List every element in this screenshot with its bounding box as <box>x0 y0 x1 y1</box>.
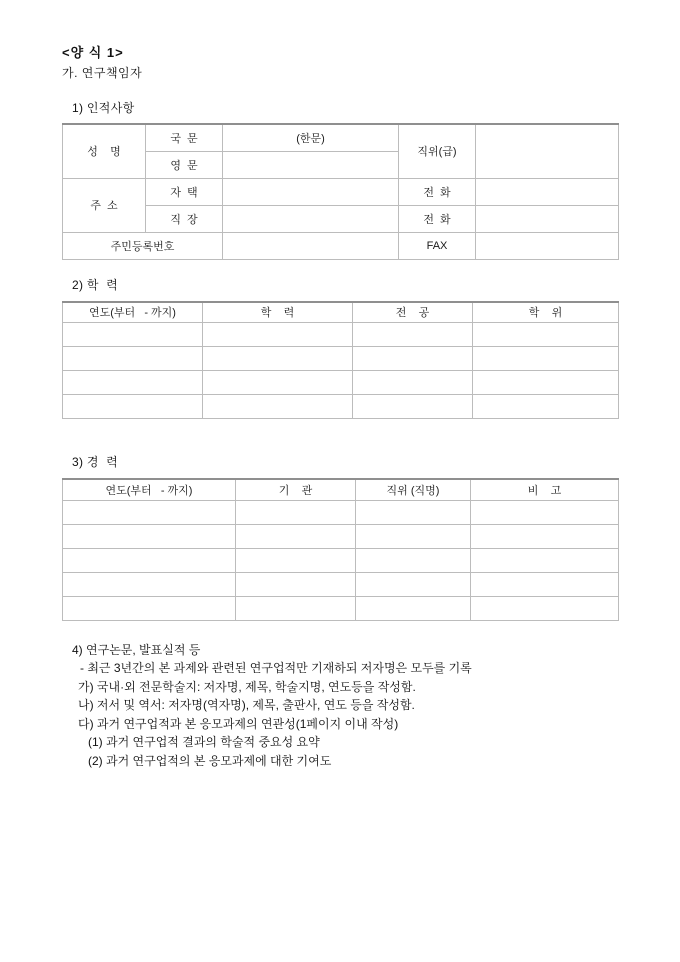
work-phone-label-cell: 전 화 <box>399 205 476 232</box>
empty-cell <box>356 548 471 572</box>
section-title: 가. 연구책임자 <box>62 66 143 80</box>
empty-cell <box>63 347 203 371</box>
table-row <box>63 371 619 395</box>
home-label-cell: 자 택 <box>146 178 223 205</box>
position-value-cell <box>476 124 619 178</box>
career-heading: 3) 경 력 <box>72 455 118 469</box>
table-header-row <box>63 302 619 323</box>
note-line: - 최근 3년간의 본 과제와 관련된 연구업적만 기재하되 저자명은 모두를 기록 <box>80 661 472 675</box>
table-row <box>63 124 619 151</box>
empty-cell <box>203 347 353 371</box>
empty-cell <box>236 500 356 524</box>
empty-cell <box>63 596 236 620</box>
empty-cell <box>236 524 356 548</box>
home-address-value-cell <box>223 178 399 205</box>
note-line: 나) 저서 및 역서: 저자명(역자명), 제목, 출판사, 연도 등을 작성함. <box>78 698 415 712</box>
form-tag: <양 식 1> <box>62 45 124 60</box>
education-heading: 2) 학 력 <box>72 277 118 292</box>
empty-cell <box>353 395 473 419</box>
empty-cell <box>471 596 619 620</box>
note-line: 가) 국내·외 전문학술지: 저자명, 제목, 학술지명, 연도등을 작성함. <box>78 679 416 694</box>
empty-cell <box>63 500 236 524</box>
korean-name-label-cell: 국 문 <box>146 124 223 151</box>
table-row <box>63 524 619 548</box>
table-row <box>63 395 619 419</box>
work-address-value-cell <box>223 205 399 232</box>
note-line: (1) 과거 연구업적 결과의 학술적 중요성 요약 <box>88 735 320 749</box>
career-table <box>62 478 619 621</box>
empty-cell <box>353 371 473 395</box>
empty-cell <box>63 524 236 548</box>
fax-label-cell: FAX <box>399 232 476 259</box>
table-row <box>63 596 619 620</box>
col-header-degree: 학 위 <box>473 302 619 323</box>
empty-cell <box>353 323 473 347</box>
table-row <box>63 323 619 347</box>
address-label-cell: 주 소 <box>63 178 146 232</box>
empty-cell <box>473 323 619 347</box>
empty-cell <box>236 548 356 572</box>
notes-heading: 4) 연구논문, 발표실적 등 <box>72 642 201 657</box>
col-header-position: 직위 (직명) <box>356 479 471 500</box>
work-label-cell: 직 장 <box>146 205 223 232</box>
personal-heading: 1) 인적사항 <box>72 101 135 115</box>
empty-cell <box>473 371 619 395</box>
rrn-value-cell <box>223 232 399 259</box>
table-row <box>63 205 619 232</box>
note-line: 다) 과거 연구업적과 본 응모과제의 연관성(1페이지 이내 작성) <box>78 716 399 731</box>
empty-cell <box>356 524 471 548</box>
english-name-label-cell: 영 문 <box>146 151 223 178</box>
empty-cell <box>236 596 356 620</box>
table-row <box>63 548 619 572</box>
position-label-cell: 직위(급) <box>399 124 476 178</box>
empty-cell <box>471 572 619 596</box>
col-header-major: 전 공 <box>353 302 473 323</box>
col-header-education: 학 력 <box>203 302 353 323</box>
empty-cell <box>63 323 203 347</box>
table-row <box>63 232 619 259</box>
empty-cell <box>63 548 236 572</box>
empty-cell <box>356 596 471 620</box>
note-line: (2) 과거 연구업적의 본 응모과제에 대한 기여도 <box>88 753 332 768</box>
fax-value-cell <box>476 232 619 259</box>
empty-cell <box>353 347 473 371</box>
empty-cell <box>471 500 619 524</box>
personal-info-table <box>62 123 619 260</box>
table-row <box>63 178 619 205</box>
empty-cell <box>63 395 203 419</box>
empty-cell <box>356 572 471 596</box>
col-header-institution: 기 관 <box>236 479 356 500</box>
col-header-remarks: 비 고 <box>471 479 619 500</box>
korean-name-value-cell: (한문) <box>223 124 399 151</box>
empty-cell <box>203 395 353 419</box>
education-table <box>62 301 619 420</box>
empty-cell <box>471 524 619 548</box>
empty-cell <box>203 323 353 347</box>
work-phone-value-cell <box>476 205 619 232</box>
home-phone-label-cell: 전 화 <box>399 178 476 205</box>
col-header-years: 연도(부터 - 까지) <box>63 302 203 323</box>
empty-cell <box>203 371 353 395</box>
empty-cell <box>356 500 471 524</box>
home-phone-value-cell <box>476 178 619 205</box>
table-header-row <box>63 479 619 500</box>
table-row <box>63 572 619 596</box>
rrn-label-cell: 주민등록번호 <box>63 232 223 259</box>
col-header-years: 연도(부터 - 까지) <box>63 479 236 500</box>
table-row <box>63 347 619 371</box>
empty-cell <box>473 347 619 371</box>
empty-cell <box>236 572 356 596</box>
empty-cell <box>471 548 619 572</box>
empty-cell <box>63 572 236 596</box>
name-label-cell: 성 명 <box>63 124 146 178</box>
empty-cell <box>473 395 619 419</box>
empty-cell <box>63 371 203 395</box>
english-name-value-cell <box>223 151 399 178</box>
notes-section <box>62 641 618 771</box>
table-row <box>63 500 619 524</box>
